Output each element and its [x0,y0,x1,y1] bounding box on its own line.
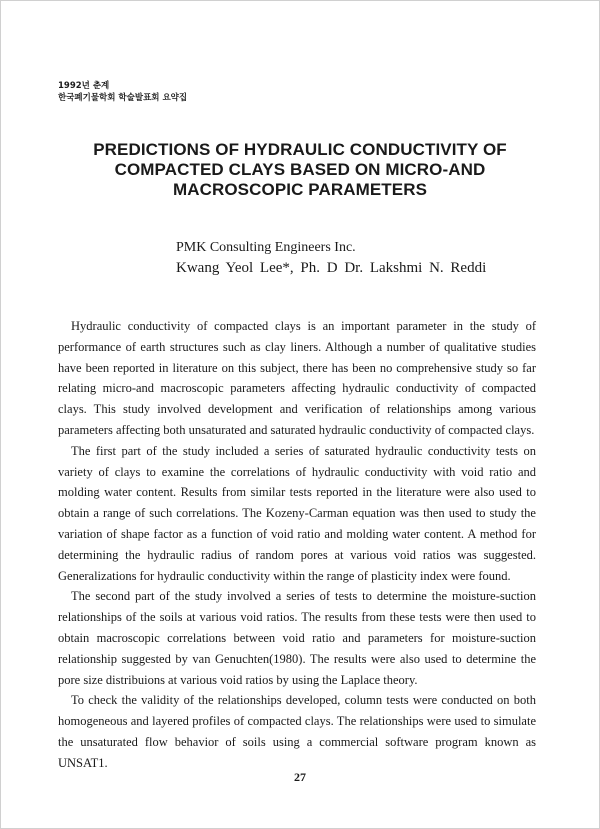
author-names: Kwang Yeol Lee*, Ph. D Dr. Lakshmi N. Reddi [176,260,487,276]
page-number: 27 [294,770,306,784]
abstract [58,316,536,774]
conference-header [58,80,187,104]
abstract-paragraph-4: To check the validity of the relationships developed, column tests were conducted on both homogeneous and layered profiles of compacted clays. The relationships were used to simulate the unsaturated flow behavior of soils using a commercial software program known as UNSAT1. [58,693,536,770]
conference-line-1: 1992년 춘계 [58,81,110,91]
title-line-1: PREDICTIONS OF HYDRAULIC CONDUCTIVITY OF [93,140,507,159]
conference-line-2: 한국폐기물학회 학술발표회 요약집 [58,93,188,103]
abstract-paragraph-3: The second part of the study involved a series of tests to determine the moisture-suction relationships of the soils at various void ratios. The results from these tests were then used to obtain macroscopic correlations between void ratio and parameters for moisture-suction relationship suggested by van Genuchten(1980). The results were also used to determine the pore size distribuions at various void ratios by using the Laplace theory. [58,589,536,687]
paper-title [50,140,550,200]
title-line-2: COMPACTED CLAYS BASED ON MICRO-AND [114,160,486,179]
abstract-paragraph-2: The first part of the study included a series of saturated hydraulic conductivity tests on variety of clays to examine the correlations of hydraulic conductivity with void ratio and molding water content. Results from similar tests reported in the literature were also used to obtain a range of such correlations. The Kozeny-Carman equation was then used to study the variation of shape factor as a function of void ratio and molding water content. A method for determining the hydraulic radius of random pores at various void ratios was suggested. Generalizations for hydraulic conductivity within the range of plasticity index were found. [58,443,536,583]
author-organization: PMK Consulting Engineers Inc. [176,240,356,255]
title-line-3: MACROSCOPIC PARAMETERS [172,180,428,199]
author-block [176,238,486,278]
abstract-paragraph-1: Hydraulic conductivity of compacted clays is an important parameter in the study of performance of earth structures such as clay liners. Although a number of qualitative studies have been reported in literature on this subject, there has been no comprehensive study so far relating micro-and macroscopic parameters affecting hydraulic conductivity of compacted clays. This study involved development and verification of relationships among various parameters affecting both unsaturated and saturated hydraulic conductivity of compacted clays. [58,319,536,437]
